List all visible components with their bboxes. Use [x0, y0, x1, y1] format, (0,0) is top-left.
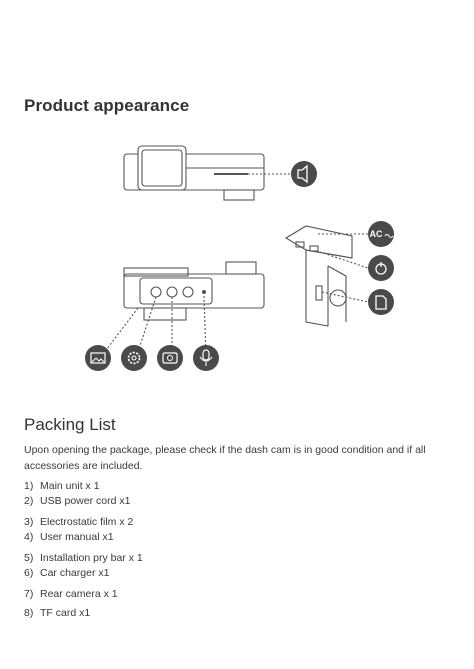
list-item — [24, 515, 133, 529]
list-item — [24, 494, 130, 508]
section-title-packing-list: Packing List — [24, 415, 116, 434]
packing-intro-text: Upon opening the package, please check if the dash cam is in good condition and if all accessories are included. — [24, 444, 426, 472]
list-item — [24, 551, 143, 565]
camera-switch-icon — [157, 345, 183, 371]
product-appearance-figure — [0, 126, 474, 386]
item-label: USB power cord x1 — [40, 495, 131, 507]
list-item — [24, 606, 90, 620]
item-number: 6) — [24, 567, 34, 579]
dashcam-side-view — [100, 262, 264, 358]
item-label: Main unit x 1 — [40, 480, 100, 492]
list-item — [24, 479, 100, 493]
list-item — [24, 587, 118, 601]
item-label: Rear camera x 1 — [40, 588, 118, 600]
item-label: Installation pry bar x 1 — [40, 552, 143, 564]
item-label: Car charger x1 — [40, 567, 110, 579]
section-title-product-appearance: Product appearance — [24, 96, 190, 115]
power-icon — [368, 255, 394, 281]
list-item — [24, 566, 109, 580]
item-number: 7) — [24, 588, 34, 600]
settings-gear-icon — [121, 345, 147, 371]
microphone-icon — [193, 345, 219, 371]
dashcam-angled-view — [286, 226, 368, 326]
image-icon — [85, 345, 111, 371]
speaker-icon — [291, 161, 317, 187]
list-item — [24, 530, 114, 544]
item-label: Electrostatic film x 2 — [40, 516, 134, 528]
item-number: 4) — [24, 531, 34, 543]
item-number: 1) — [24, 480, 34, 492]
item-label: User manual x1 — [40, 531, 114, 543]
item-number: 2) — [24, 495, 34, 507]
sd-card-icon — [368, 289, 394, 315]
item-label: TF card x1 — [40, 607, 91, 619]
ac-power-icon — [368, 221, 394, 247]
item-number: 3) — [24, 516, 34, 528]
dashcam-top-view — [124, 146, 292, 200]
ac-label: AC — [369, 229, 383, 239]
item-number: 8) — [24, 607, 34, 619]
item-number: 5) — [24, 552, 34, 564]
